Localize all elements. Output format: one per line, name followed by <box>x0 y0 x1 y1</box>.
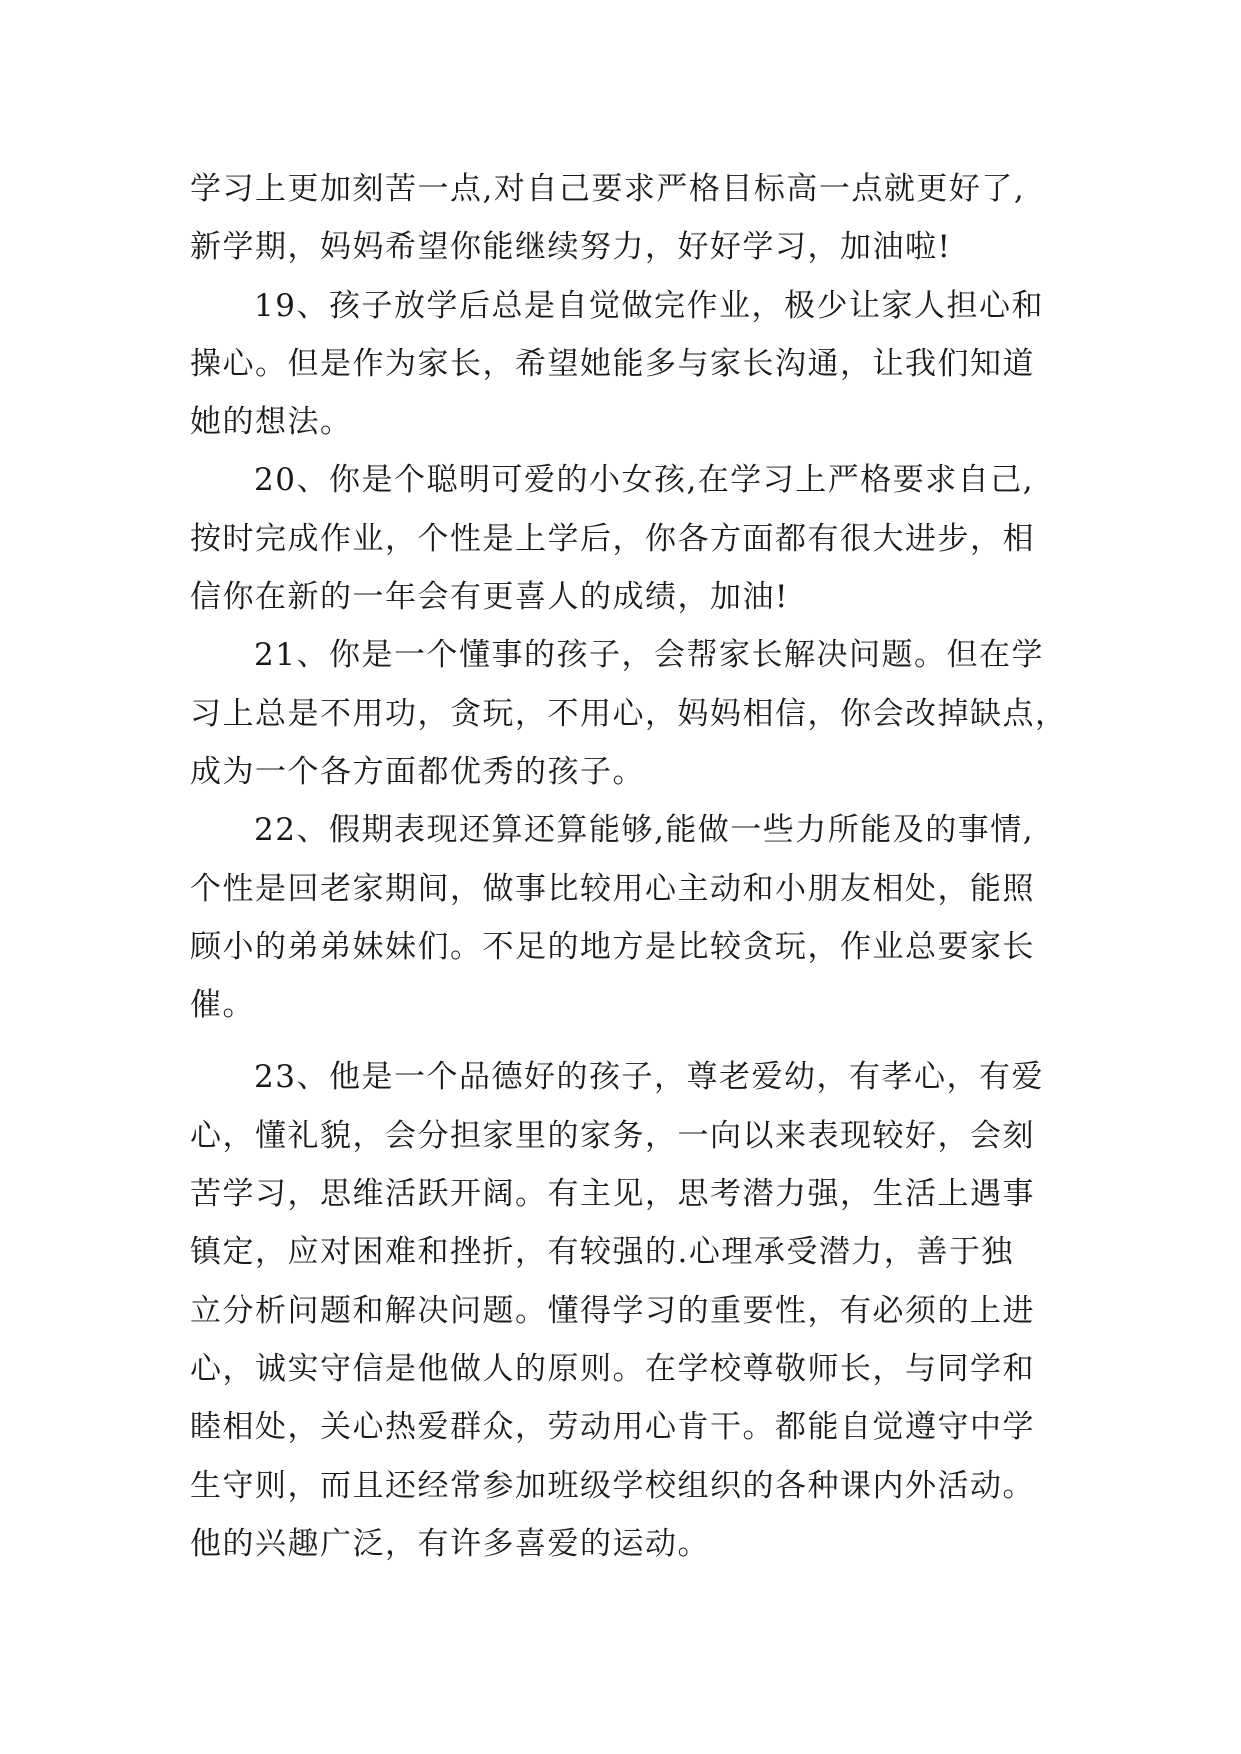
text-line: 催。 <box>190 987 255 1024</box>
paragraph-23-first-line: 23、他是一个品德好的孩子，尊老爱幼，有孝心，有爱 <box>254 1059 1044 1096</box>
paragraph-21-first-line: 21、你是一个懂事的孩子，会帮家长解决问题。但在学 <box>254 637 1044 674</box>
paragraph-19-first-line: 19、孩子放学后总是自觉做完作业，极少让家人担心和 <box>254 287 1044 324</box>
text-line: 成为一个各方面都优秀的孩子。 <box>190 753 645 790</box>
text-line: 学习上更加刻苦一点,对自己要求严格目标高一点就更好了, <box>190 171 1026 207</box>
text-line: 习上总是不用功，贪玩，不用心，妈妈相信，你会改掉缺点， <box>190 695 1068 732</box>
text-line: 顾小的弟弟妹妹们。不足的地方是比较贪玩，作业总要家长 <box>190 928 1035 965</box>
text-line: 个性是回老家期间，做事比较用心主动和小朋友相处，能照 <box>190 870 1035 907</box>
paragraph-20-first-line: 20、你是个聪明可爱的小女孩,在学习上严格要求自己, <box>254 462 1035 499</box>
text-line: 信你在新的一年会有更喜人的成绩，加油! <box>190 579 789 616</box>
text-line: 生守则，而且还经常参加班级学校组织的各种课内外活动。 <box>190 1467 1035 1504</box>
text-line: 苦学习，思维活跃开阔。有主见，思考潜力强，生活上遇事 <box>190 1176 1035 1213</box>
text-line: 立分析问题和解决问题。懂得学习的重要性，有必须的上进 <box>190 1292 1035 1329</box>
text-line: 睦相处，关心热爱群众，劳动用心肯干。都能自觉遵守中学 <box>190 1409 1035 1446</box>
text-line: 心，懂礼貌，会分担家里的家务，一向以来表现较好，会刻 <box>190 1117 1035 1154</box>
paragraph-spacer <box>190 1034 1070 1048</box>
text-line: 新学期，妈妈希望你能继续努力，好好学习，加油啦! <box>190 229 952 266</box>
text-line: 操心。但是作为家长，希望她能多与家长沟通，让我们知道 <box>190 345 1035 382</box>
text-line: 按时完成作业，个性是上学后，你各方面都有很大进步，相 <box>190 520 1035 557</box>
text-line: 她的想法。 <box>190 404 353 441</box>
text-line: 镇定，应对困难和挫折，有较强的.心理承受潜力，善于独 <box>190 1234 1014 1271</box>
document-body <box>190 160 1070 1573</box>
text-line: 心，诚实守信是他做人的原则。在学校尊敬师长，与同学和 <box>190 1350 1035 1387</box>
paragraph-22-first-line: 22、假期表现还算还算能够,能做一些力所能及的事情, <box>254 812 1035 849</box>
text-line: 他的兴趣广泛，有许多喜爱的运动。 <box>190 1525 710 1562</box>
